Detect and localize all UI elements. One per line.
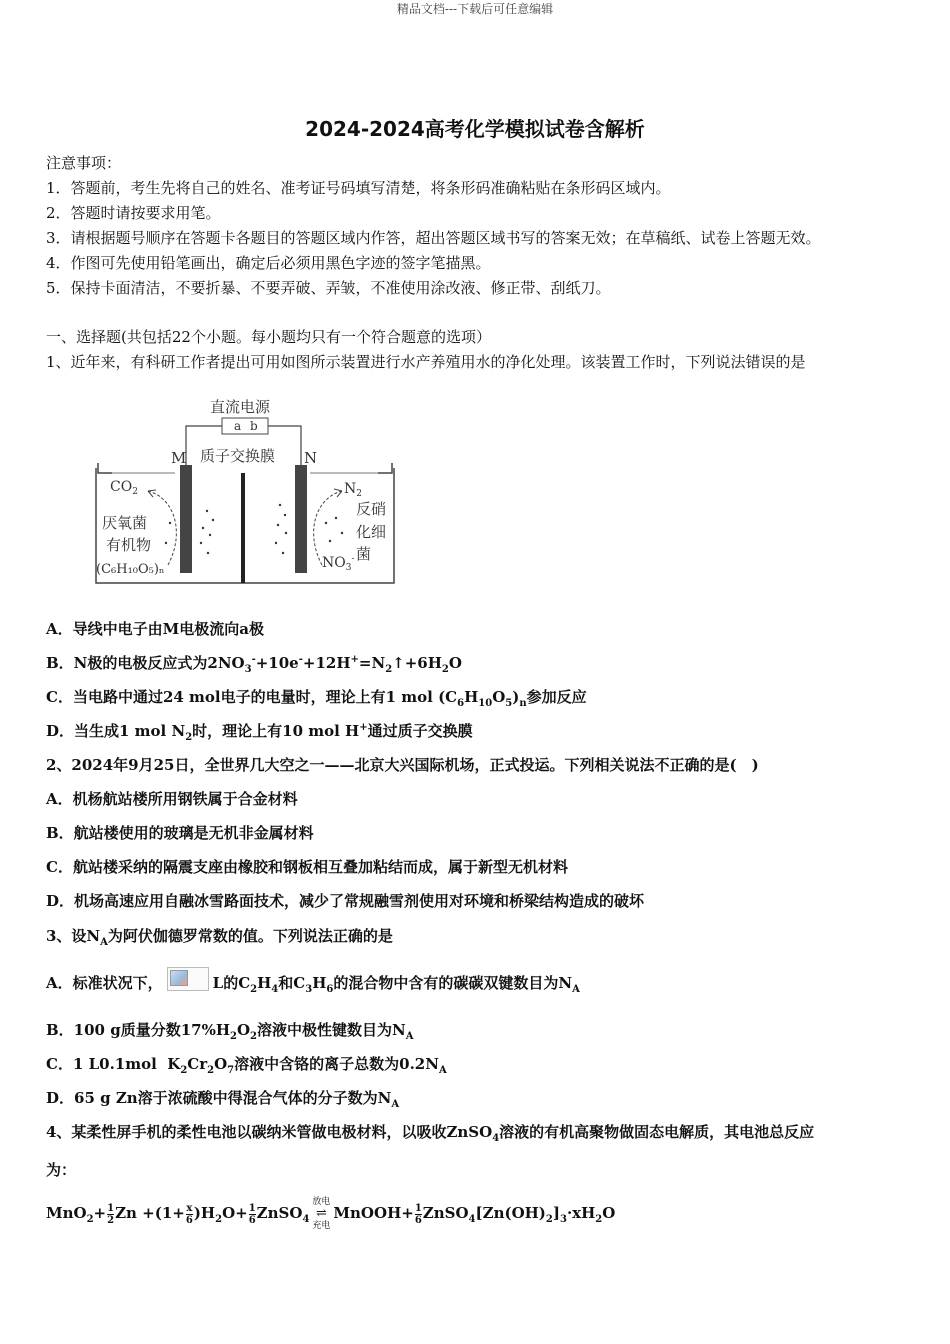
q1-option-a: A．导线中电子由M电极流向a极 — [46, 620, 264, 638]
notice-item-4: 4．作图可先使用铅笔画出，确定后必须用黑色字迹的签字笔描黑。 — [46, 254, 491, 272]
no3-label: $NO_3^-$ — [322, 554, 355, 573]
notice-item-1: 1．答题前，考生先将自己的姓名、准考证号码填写清楚，将条形码准确粘贴在条形码区域内。 — [46, 179, 671, 197]
left-label-1: 厌氧菌 — [102, 514, 148, 532]
q2-option-d: D．机场高速应用自融冰雪路面技术，减少了常规融雪剂使用对环境和桥梁结构造成的破坏 — [46, 892, 645, 910]
page-header: 精品文档---下载后可任意编辑 — [396, 2, 554, 16]
q3-option-b: B．100 g质量分数$17\%H_2O_2$溶液中极性键数目为$N_A$ — [46, 1021, 414, 1042]
question-2-stem: 2、2024年9月25日，全世界几大空之一——北京大兴国际机场，正式投运。下列相关说法不正确的是( ) — [46, 756, 759, 774]
question-3-stem: 3、设$N_A$为阿伏伽德罗常数的值。下列说法正确的是 — [46, 927, 393, 948]
fraction-1-6-b: $\frac{1}{6}$ — [414, 1202, 422, 1226]
q1-option-d: D．当生成1 mol $N_2$时，理论上有10 mol H+通过质子交换膜 — [46, 722, 473, 743]
membrane-label: 质子交换膜 — [200, 447, 276, 465]
organic-formula: (C₆H₁₀O₅)ₙ — [96, 562, 165, 577]
terminal-b: b — [250, 419, 258, 433]
electrolysis-diagram — [90, 393, 400, 588]
question-4-stem-line2: 为： — [46, 1161, 77, 1179]
fraction-x-6: $\frac{x}{6}$ — [185, 1202, 193, 1226]
q2-option-c: C．航站楼采纳的隔震支座由橡胶和钢板相互叠加粘结而成，属于新型无机材料 — [46, 858, 568, 876]
notice-heading: 注意事项： — [46, 154, 122, 172]
q3-option-a: A．标准状况下， L的$C_2H_4$和$C_3H_6$的混合物中含有的碳碳双键数目为$N_A$ — [46, 967, 580, 993]
right-label-1: 反硝 — [356, 500, 387, 518]
fraction-1-6: $\frac{1}{6}$ — [248, 1202, 256, 1226]
question-1-stem: 1、近年来，有科研工作者提出可用如图所示装置进行水产养殖用水的净化处理。该装置工作时，下列说法错误的是 — [46, 353, 806, 371]
q3-option-c: C．1 L0.1mol $K_2Cr_2O_7$溶液中含铬的离子总数为$0.2N_A$ — [46, 1055, 447, 1076]
notice-item-5: 5．保持卡面清洁，不要折暴、不要弄破、弄皱，不准使用涂改液、修正带、刮纸刀。 — [46, 279, 611, 297]
question-4-stem: 4、某柔性屏手机的柔性电池以碳纳米管做电极材料，以吸收ZnSO$_4$溶液的有机高聚物做固态电解质，其电池总反应 — [46, 1123, 815, 1144]
q1-option-c: C．当电路中通过24 mol电子的电量时，理论上有1 mol $(C_6H_{10}O_5)_n$参加反应 — [46, 688, 587, 709]
q2-option-a: A．机杨航站楼所用钢铁属于合金材料 — [46, 790, 298, 808]
terminal-a: a — [234, 419, 242, 433]
notice-item-3: 3．请根据题号顺序在答题卡各题目的答题区域内作答，超出答题区域书写的答案无效；在草稿纸、试卷上答题无效。 — [46, 229, 821, 247]
broken-image-icon — [167, 967, 209, 991]
reversible-arrow: 放电 ⇌ 充电 — [312, 1197, 331, 1231]
notice-item-2: 2．答题时请按要求用笔。 — [46, 204, 221, 222]
left-label-2: 有机物 — [106, 536, 152, 554]
q3-option-d: D．65 g Zn溶于浓硫酸中得混合气体的分子数为$N_A$ — [46, 1089, 400, 1110]
electrode-m — [180, 465, 192, 573]
q2-option-b: B．航站楼使用的玻璃是无机非金属材料 — [46, 824, 314, 842]
section-heading: 一、选择题(共包括22个小题。每小题均只有一个符合题意的选项） — [46, 328, 491, 346]
right-label-3: 菌 — [356, 545, 372, 563]
co2-label: $CO_2$ — [110, 479, 138, 497]
power-source-label: 直流电源 — [210, 398, 271, 416]
electrode-m-label: M — [171, 449, 187, 467]
n2-label: $N_2$ — [344, 481, 362, 499]
fraction-1-2: $\frac{1}{2}$ — [107, 1202, 115, 1226]
right-label-2: 化细 — [356, 523, 387, 541]
proton-exchange-membrane — [241, 473, 245, 583]
q1-option-b: B．N极的电极反应式为$2NO_3^-+10e^-+12H^+=N_2↑+6H_2O$ — [46, 654, 462, 675]
electrode-n — [295, 465, 307, 573]
electrode-n-label: N — [304, 449, 318, 467]
battery-equation: MnO$_2$+ $\frac{1}{2}$ Zn +(1+ $\frac{x}{6}$ )$H_2O+$ $\frac{1}{6}$ ZnSO$_4$ 放电 ⇌ 充电 MnOOH+ $\frac{1}{6}$ $ZnSO_4[Zn(OH)_2]_3\cdot xH_2O$ — [46, 1197, 616, 1231]
page-title: 2024-2024高考化学模拟试卷含解析 — [305, 117, 645, 141]
